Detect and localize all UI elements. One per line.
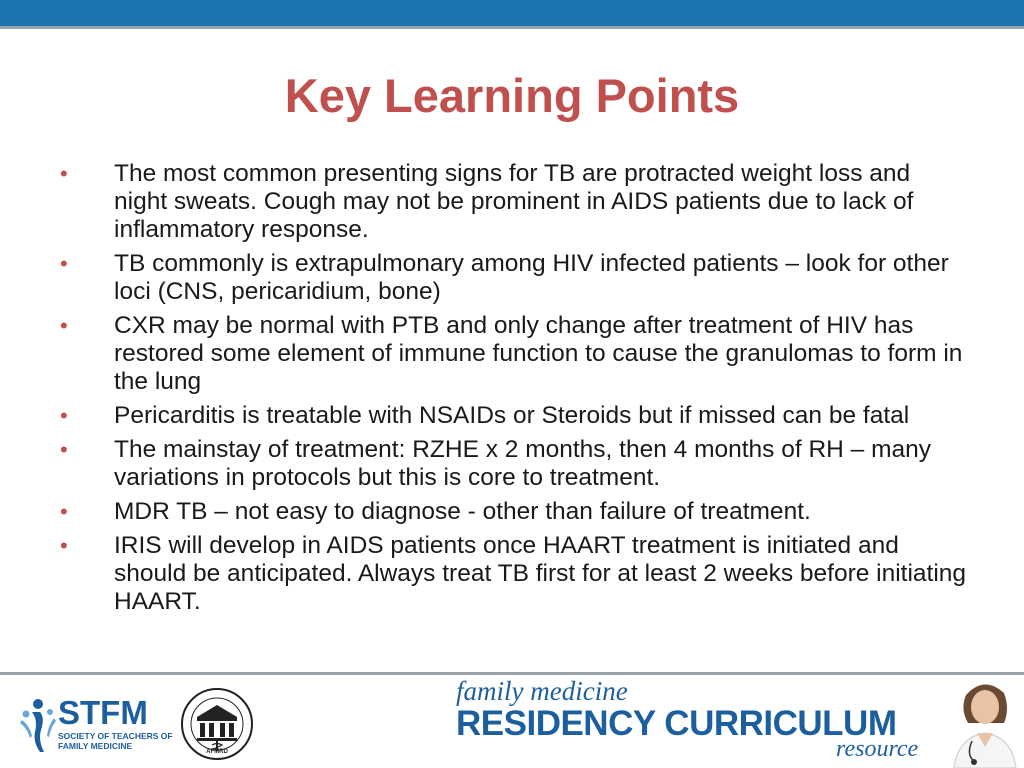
bullet-text: CXR may be normal with PTB and only change after treatment of HIV has restored some element of immune function to cause the granulomas to form in the lung [114, 312, 963, 395]
top-accent-bar [0, 0, 1024, 26]
stfm-logo [18, 694, 173, 756]
bullet-item [60, 436, 970, 492]
stfm-fullname [58, 731, 178, 751]
banner-script-text: family medicine [456, 676, 628, 706]
bullet-item [60, 312, 970, 396]
bullet-dot: • [60, 533, 68, 558]
bullet-item [60, 250, 970, 306]
banner-sub-text: resource [836, 736, 919, 762]
bullet-dot: • [60, 251, 68, 276]
stfm-line-2: FAMILY MEDICINE [58, 741, 133, 751]
bullet-dot: • [60, 313, 68, 338]
slide-title: Key Learning Points [284, 69, 740, 122]
doctor-photo-icon [944, 675, 1024, 768]
curriculum-banner [456, 675, 976, 768]
bullet-dot: • [60, 161, 68, 186]
stfm-acronym: STFM [58, 694, 148, 731]
banner-main-text: RESIDENCY CURRICULUM [456, 704, 897, 743]
stfm-line-1: SOCIETY OF TEACHERS OF [58, 731, 173, 741]
stfm-figure-icon [18, 696, 58, 754]
bullet-text: The mainstay of treatment: RZHE x 2 months, then 4 months of RH – many variations in protocols but this is core to treatment. [114, 436, 932, 491]
bullet-text: TB commonly is extrapulmonary among HIV infected patients – look for other loci (CNS, pericaridium, bone) [114, 250, 949, 305]
footer [0, 675, 1024, 768]
bullet-dot: • [60, 403, 68, 428]
bullet-item [60, 160, 970, 244]
bullet-text: IRIS will develop in AIDS patients once HAART treatment is initiated and should be anticipated. Always treat TB first for at least 2 weeks before initiating HAART. [114, 532, 967, 615]
bullet-item [60, 498, 970, 526]
bullet-text: MDR TB – not easy to diagnose - other than failure of treatment. [114, 498, 811, 525]
bullet-dot: • [60, 499, 68, 524]
bullet-text: Pericarditis is treatable with NSAIDs or Steroids but if missed can be fatal [114, 402, 910, 429]
bullet-text: The most common presenting signs for TB are protracted weight loss and night sweats. Cough may not be prominent in AIDS patients due to lack of inflammatory response. [114, 160, 914, 243]
bullet-item [60, 532, 970, 616]
bullet-item [60, 402, 970, 430]
bullet-list [60, 160, 970, 622]
afmrd-label: AFMRD [206, 749, 228, 755]
bullet-dot: • [60, 437, 68, 462]
top-divider [0, 26, 1024, 29]
afmrd-seal [180, 687, 254, 761]
